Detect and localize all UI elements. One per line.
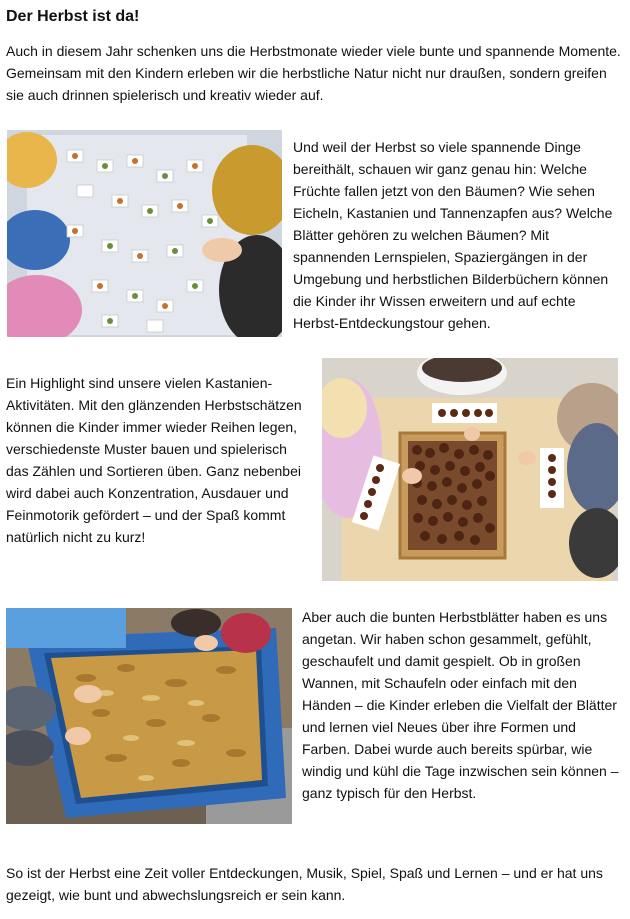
chestnut-activities-paragraph: Ein Highlight sind unsere vielen Kastanien-Aktivitäten. Mit den glänzenden Herbstschätzen können die Kinder immer wieder Reihen legen, verschiedenste Muster bauen und spielerisch das Zählen und Sortieren üben. Ganz nebenbei wird dabei auch Konzentration, Ausdauer und Feinmotorik gefördert – und der Spaß kommt natürlich nicht zu kurz! xyxy=(6,375,302,545)
photo-chestnut-tray xyxy=(322,358,618,581)
intro-paragraph: Auch in diesem Jahr schenken uns die Herbstmonate wieder viele bunte und spannende Momente. Gemeinsam mit den Kindern erleben wir die herbstliche Natur nicht nur draußen, sondern greifen sie auch drinnen spielerisch und kreativ wieder auf. xyxy=(6,43,621,103)
page-title: Der Herbst ist da! xyxy=(6,8,140,25)
closing-paragraph: So ist der Herbst eine Zeit voller Entdeckungen, Musik, Spiel, Spaß und Lernen – und er hat uns gezeigt, wie bunt und abwechslungsreich er sein kann. xyxy=(6,865,603,903)
fruits-and-leaves-paragraph: Und weil der Herbst so viele spannende Dinge bereithält, schauen wir ganz genau hin: Welche Früchte fallen jetzt von den Bäumen? Wie sehen Eicheln, Kastanien und Tannenzapfen aus? Welche Blätter gehören zu welchen Bäumen? Mit spannenden Lernspielen, Spaziergängen in der Umgebung und herbstlichen Bilderbüchern können die Kinder ihr Wissen erweitern und auf echte Herbst-Entdeckungstour gehen. xyxy=(293,139,613,331)
photo-picture-cards-on-cloth xyxy=(7,130,282,337)
photo-leaves-in-blue-tub xyxy=(6,608,292,824)
autumn-leaves-paragraph: Aber auch die bunten Herbstblätter haben es uns angetan. Wir haben schon gesammelt, gefühlt, geschaufelt und damit gespielt. Ob in großen Wannen, mit Schaufeln oder einfach mit den Händen – die Kinder erleben die Vielfalt der Blätter und lernen viel Neues über ihre Formen und Farben. Dabei wurde auch bereits spürbar, wie windig und kühl die Tage inzwischen sein können – ganz typisch für den Herbst. xyxy=(302,609,619,801)
